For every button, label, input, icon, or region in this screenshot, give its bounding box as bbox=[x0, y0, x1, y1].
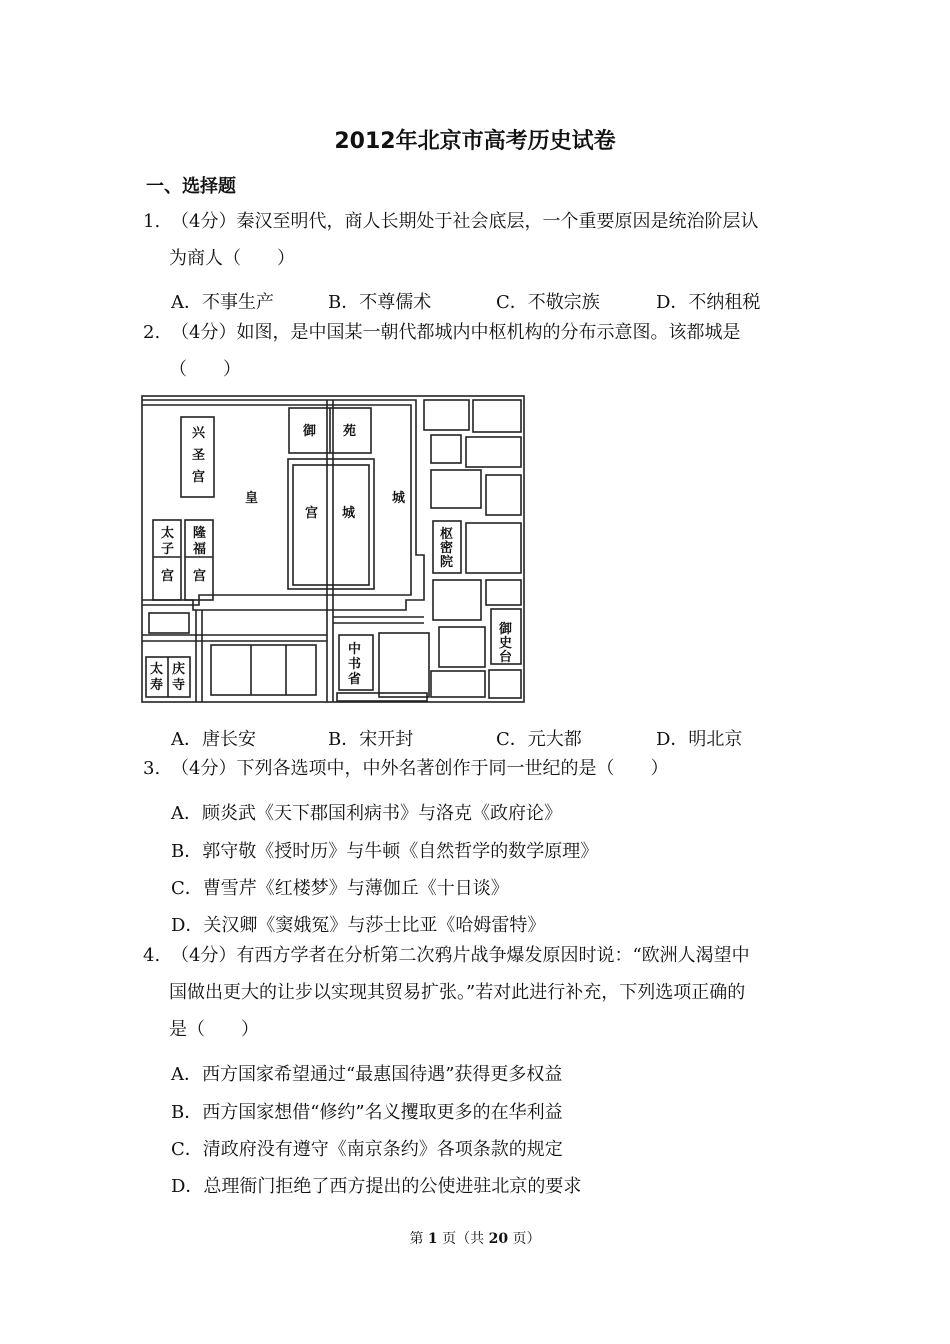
question-stem-line: 国做出更大的让步以实现其贸易扩张。”若对此进行补充，下列选项正确的 bbox=[169, 982, 746, 1003]
label-taizi-3: 宫 bbox=[161, 569, 175, 584]
footer-total-pages: 20 bbox=[488, 1231, 509, 1247]
label-zhongshu-2: 书 bbox=[348, 657, 362, 672]
capital-city-map bbox=[141, 395, 527, 705]
option-d[interactable]: D．不纳租税 bbox=[656, 292, 761, 313]
option-d[interactable]: D．关汉卿《窦娥冤》与莎士比亚《哈姆雷特》 bbox=[171, 915, 546, 936]
question-number: 4. bbox=[143, 945, 161, 966]
label-dashou-1: 太 bbox=[150, 662, 164, 677]
label-yushi-1: 御 bbox=[499, 622, 513, 637]
label-huang: 皇 bbox=[245, 491, 259, 506]
question-number: 1. bbox=[143, 211, 161, 232]
label-qing-1: 庆 bbox=[172, 662, 186, 677]
option-a[interactable]: A．顾炎武《天下郡国利病书》与洛克《政府论》 bbox=[171, 803, 562, 824]
option-b[interactable]: B．西方国家想借“修约”名义攫取更多的在华利益 bbox=[171, 1102, 563, 1123]
label-longfu-3: 宫 bbox=[193, 569, 207, 584]
label-xingsheng-1: 兴 bbox=[192, 426, 206, 441]
option-a[interactable]: A．不事生产 bbox=[171, 292, 274, 313]
label-taizi-1: 太 bbox=[161, 526, 175, 541]
option-c[interactable]: C．清政府没有遵守《南京条约》各项条款的规定 bbox=[171, 1139, 563, 1160]
option-c[interactable]: C．不敬宗族 bbox=[496, 292, 600, 313]
option-c[interactable]: C．曹雪芹《红楼梦》与薄伽丘《十日谈》 bbox=[171, 878, 509, 899]
label-taizi-2: 子 bbox=[161, 542, 175, 557]
label-shumi-1: 枢 bbox=[440, 527, 454, 542]
label-qing-2: 寺 bbox=[172, 678, 186, 693]
option-b[interactable]: B．不尊儒术 bbox=[328, 292, 432, 313]
footer-middle: 页（共 bbox=[442, 1231, 485, 1247]
question-stem-line: 是（ ） bbox=[169, 1019, 259, 1040]
section-heading: 一、选择题 bbox=[146, 176, 236, 197]
option-d[interactable]: D．总理衙门拒绝了西方提出的公使进驻北京的要求 bbox=[171, 1176, 582, 1197]
label-longfu-1: 隆 bbox=[193, 526, 207, 541]
label-cheng: 城 bbox=[392, 491, 406, 506]
option-b[interactable]: B．郭守敬《授时历》与牛顿《自然哲学的数学原理》 bbox=[171, 841, 599, 862]
option-a[interactable]: A．唐长安 bbox=[171, 729, 256, 750]
label-zhongshu-1: 中 bbox=[348, 642, 362, 657]
footer-page-number: 1 bbox=[427, 1231, 438, 1247]
label-dashou-2: 寿 bbox=[150, 678, 164, 693]
option-b[interactable]: B．宋开封 bbox=[328, 729, 414, 750]
option-c[interactable]: C．元大都 bbox=[496, 729, 582, 750]
question-stem-line: （ ） bbox=[169, 359, 241, 380]
label-shumi-2: 密 bbox=[440, 541, 454, 556]
question-stem-line: （4分）秦汉至明代，商人长期处于社会底层，一个重要原因是统治阶层认 bbox=[171, 211, 759, 232]
label-zhongshu-3: 省 bbox=[348, 672, 362, 687]
label-xingsheng-2: 圣 bbox=[192, 448, 206, 463]
question-number: 3. bbox=[143, 758, 161, 779]
question-stem-line: （4分）有西方学者在分析第二次鸦片战争爆发原因时说：“欧洲人渴望中 bbox=[171, 945, 750, 966]
label-yushi-2: 史 bbox=[499, 636, 513, 651]
label-longfu-2: 福 bbox=[193, 542, 207, 557]
page-footer bbox=[0, 1228, 950, 1248]
question-stem-line: 为商人（ ） bbox=[169, 248, 295, 269]
label-yushi-3: 台 bbox=[499, 650, 513, 665]
footer-prefix: 第 bbox=[409, 1231, 424, 1247]
option-a[interactable]: A．西方国家希望通过“最惠国待遇”获得更多权益 bbox=[171, 1064, 563, 1085]
label-yuyuan-1: 御 bbox=[303, 424, 317, 439]
label-shumi-3: 院 bbox=[440, 555, 454, 570]
option-d[interactable]: D．明北京 bbox=[656, 729, 743, 750]
label-xingsheng-3: 宫 bbox=[192, 470, 206, 485]
question-stem-line: （4分）如图，是中国某一朝代都城内中枢机构的分布示意图。该都城是 bbox=[171, 322, 741, 343]
page-title: 2012年北京市高考历史试卷 bbox=[334, 129, 616, 154]
label-gongcheng-1: 宫 bbox=[305, 506, 319, 521]
label-yuyuan-2: 苑 bbox=[343, 424, 357, 439]
question-number: 2. bbox=[143, 322, 161, 343]
footer-suffix: 页） bbox=[512, 1231, 541, 1247]
label-gongcheng-2: 城 bbox=[342, 506, 356, 521]
question-stem-line: （4分）下列各选项中，中外名著创作于同一世纪的是（ ） bbox=[171, 758, 669, 779]
